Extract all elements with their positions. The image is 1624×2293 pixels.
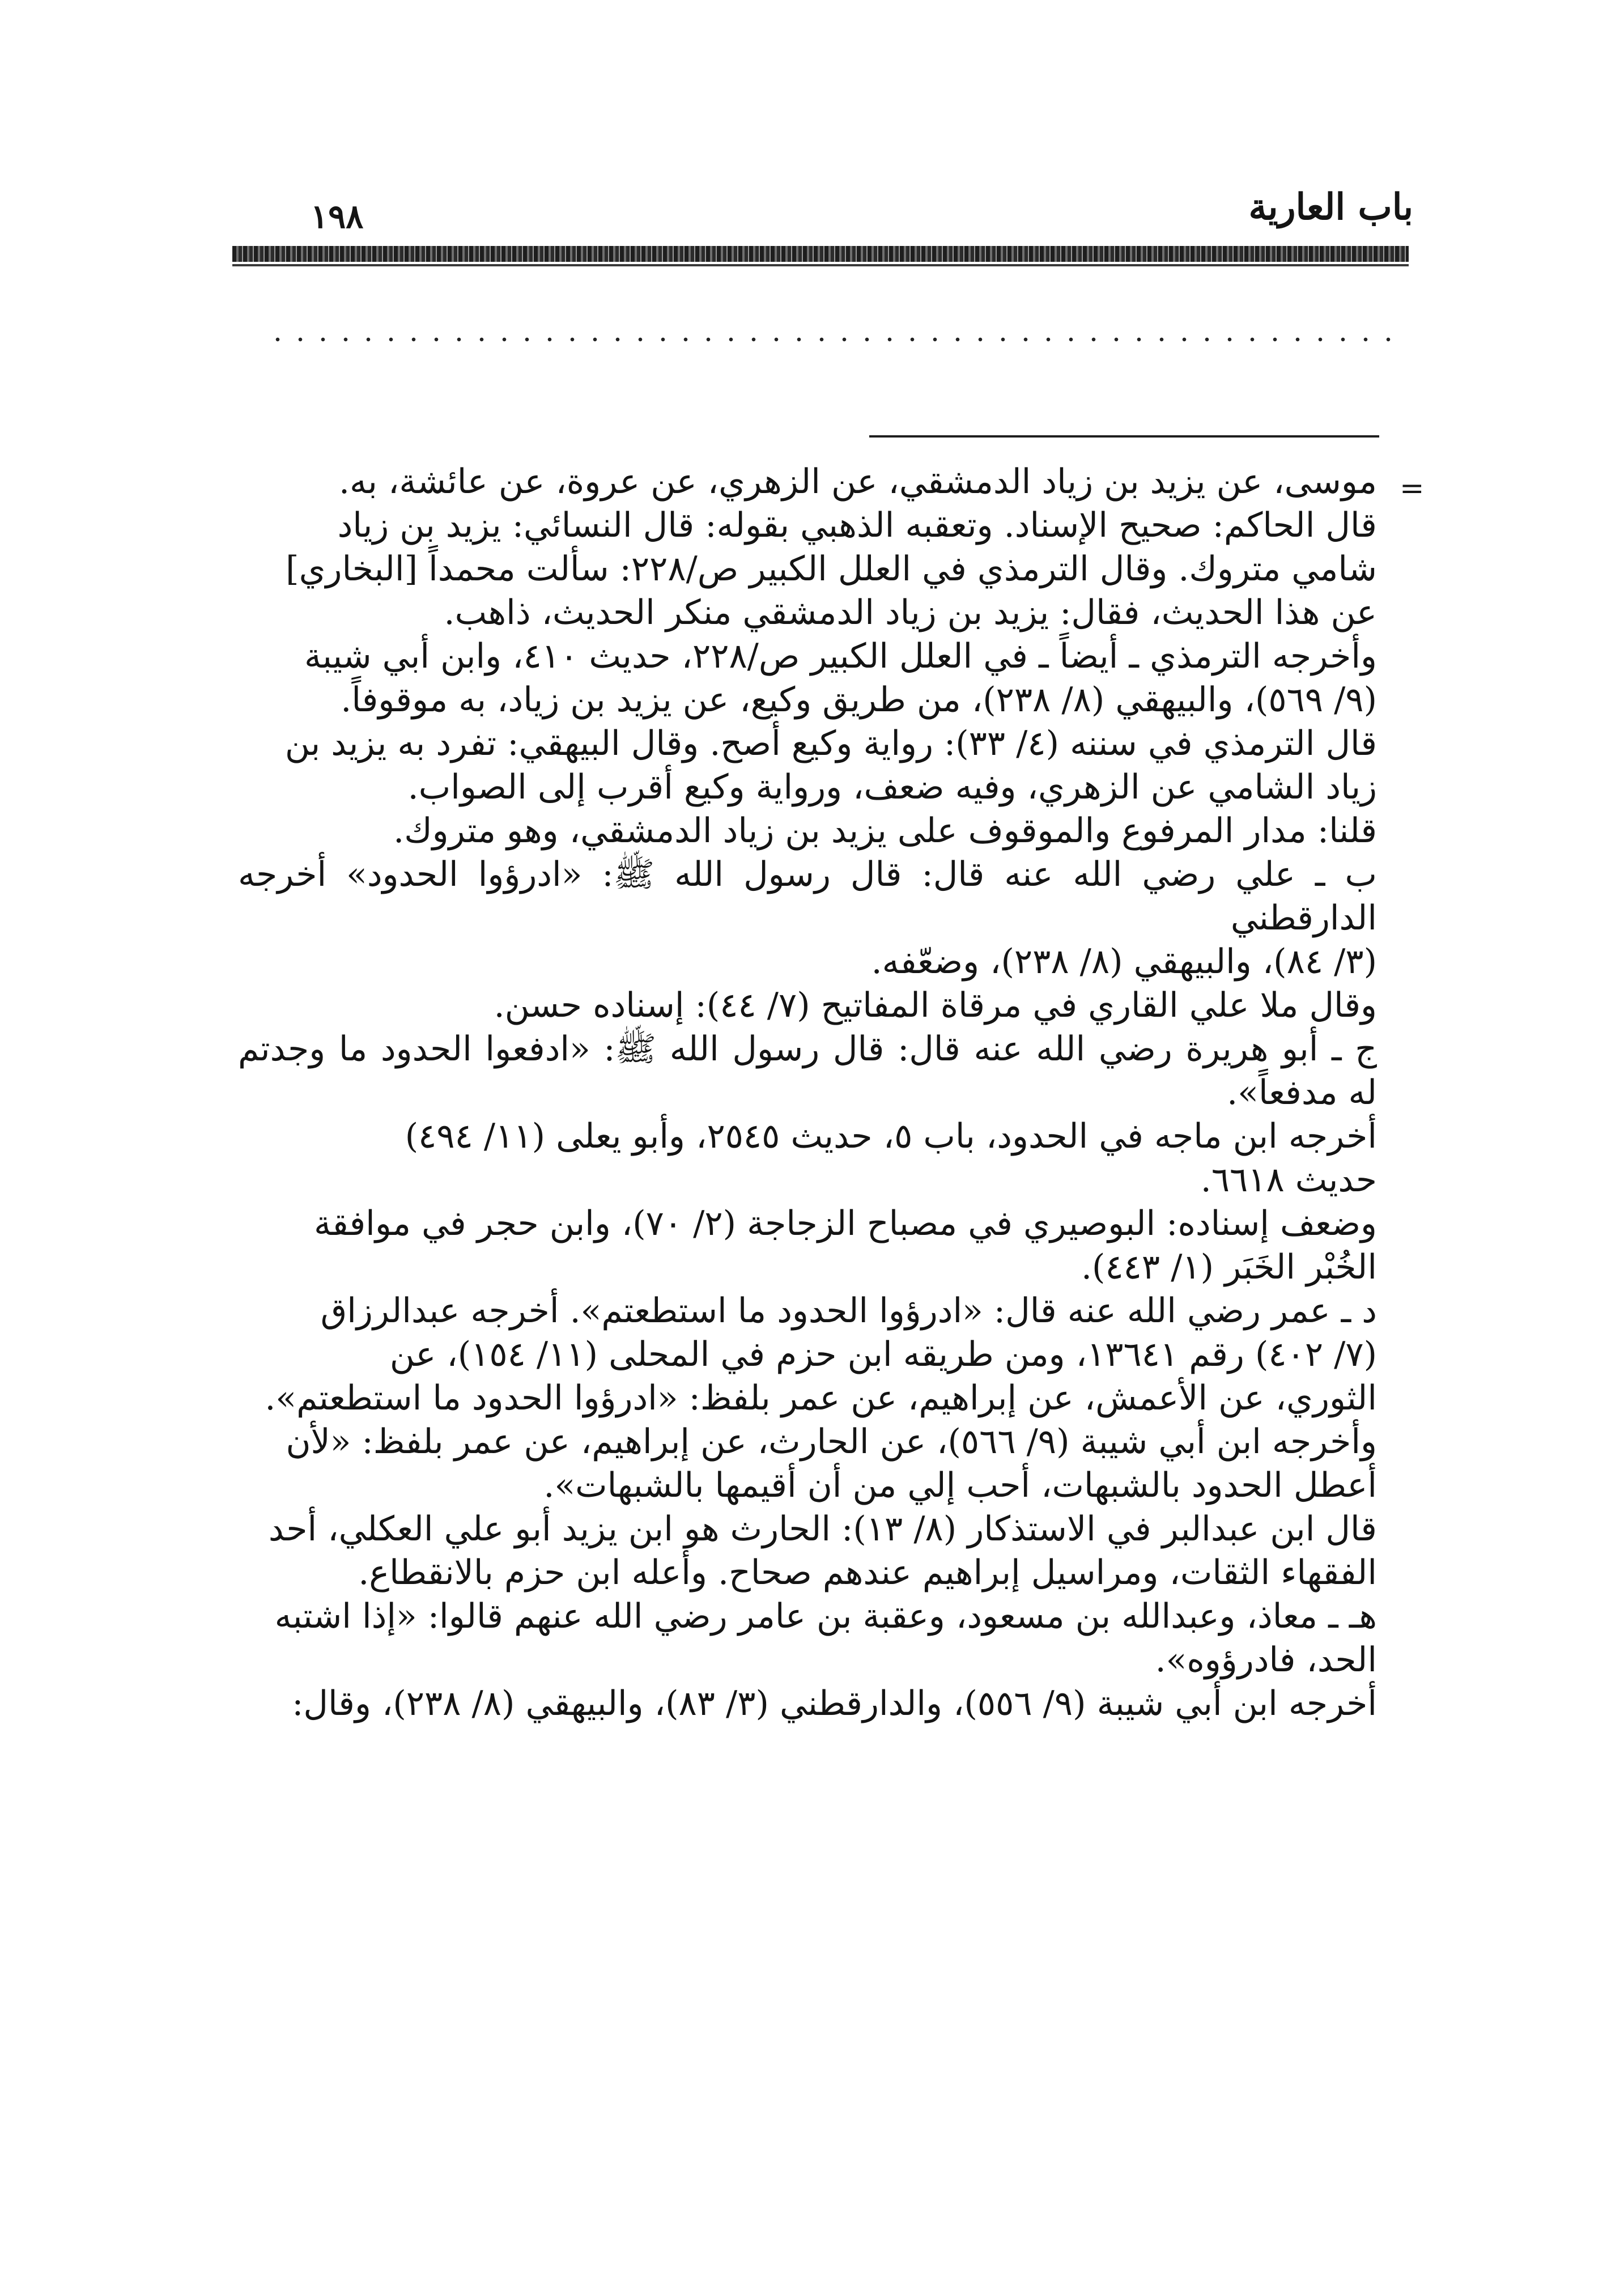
text-line: د ـ عمر رضي الله عنه قال: «ادرؤوا الحدود ما استطعتم». أخرجه عبدالرزاق <box>320 1291 1377 1331</box>
chapter-title: باب العارية <box>1248 186 1413 228</box>
text-line: زياد الشامي عن الزهري، وفيه ضعف، ورواية وكيع أقرب إلى الصواب. <box>407 767 1377 807</box>
text-line: (٧/ ٤٠٢) رقم ١٣٦٤١، ومن طريقه ابن حزم في المحلى (١١/ ١٥٤)، عن <box>389 1335 1377 1374</box>
text-line: هـ ـ معاذ، وعبدالله بن مسعود، وعقبة بن عامر رضي الله عنهم قالوا: «إذا اشتبه <box>274 1596 1377 1636</box>
header-rule <box>232 246 1409 262</box>
continuation-mark: = <box>1400 472 1425 506</box>
header-rule-thin <box>232 264 1409 266</box>
text-line: قلنا: مدار المرفوع والموقوف على يزيد بن زياد الدمشقي، وهو متروك. <box>393 811 1377 851</box>
text-line: قال الترمذي في سننه (٤/ ٣٣): رواية وكيع أصح. وقال البيهقي: تفرد به يزيد بن <box>284 724 1377 763</box>
text-line: حديث ٦٦١٨. <box>1200 1160 1377 1200</box>
text-line: شامي متروك. وقال الترمذي في العلل الكبير ص/٢٢٨: سألت محمداً [البخاري] <box>286 549 1377 589</box>
text-line: الثوري، عن الأعمش، عن إبراهيم، عن عمر بلفظ: «ادرؤوا الحدود ما استطعتم». <box>265 1378 1377 1418</box>
footnote-rule <box>869 435 1379 438</box>
text-line: عن هذا الحديث، فقال: يزيد بن زياد الدمشقي منكر الحديث، ذاهب. <box>444 593 1377 632</box>
text-line: ج ـ أبو هريرة رضي الله عنه قال: قال رسول الله ﷺ: «ادفعوا الحدود ما وجدتم له مدفعاً». <box>238 1029 1377 1112</box>
text-line: قال الحاكم: صحيح الإسناد. وتعقبه الذهبي بقوله: قال النسائي: يزيد بن زياد <box>337 506 1377 545</box>
text-line: قال ابن عبدالبر في الاستذكار (٨/ ١٣): الحارث هو ابن يزيد أبو علي العكلي، أحد <box>268 1509 1377 1549</box>
text-line: (٩/ ٥٦٩)، والبيهقي (٨/ ٢٣٨)، من طريق وكيع، عن يزيد بن زياد، به موقوفاً. <box>341 680 1377 720</box>
text-line: وأخرجه ابن أبي شيبة (٩/ ٥٦٦)، عن الحارث، عن إبراهيم، عن عمر بلفظ: «لأن <box>286 1422 1377 1462</box>
text-line: وضعف إسناده: البوصيري في مصباح الزجاجة (٢/ ٧٠)، وابن حجر في موافقة <box>313 1204 1377 1243</box>
footnote-text <box>238 460 1377 1726</box>
text-line: أخرجه ابن ماجه في الحدود، باب ٥، حديث ٢٥٤٥، وأبو يعلى (١١/ ٤٩٤) <box>405 1116 1377 1156</box>
text-line: (٣/ ٨٤)، والبيهقي (٨/ ٢٣٨)، وضعّفه. <box>871 942 1377 982</box>
text-line: وأخرجه الترمذي ـ أيضاً ـ في العلل الكبير ص/٢٢٨، حديث ٤١٠، وابن أبي شيبة <box>304 636 1377 676</box>
text-line: أعطل الحدود بالشبهات، أحب إلي من أن أقيمها بالشبهات». <box>543 1466 1377 1505</box>
text-line: ب ـ علي رضي الله عنه قال: قال رسول الله ﷺ: «ادرؤوا الحدود» أخرجه الدارقطني <box>238 855 1377 938</box>
dotted-separator <box>266 337 1400 342</box>
page-number: ١٩٨ <box>311 197 364 236</box>
text-line: موسى، عن يزيد بن زياد الدمشقي، عن الزهري، عن عروة، عن عائشة، به. <box>338 462 1377 502</box>
text-line: الخُبْر الخَبَر (١/ ٤٤٣). <box>1081 1247 1377 1287</box>
text-line: الحد، فادرؤوه». <box>1155 1640 1377 1680</box>
text-line: الفقهاء الثقات، ومراسيل إبراهيم عندهم صحاح. وأعله ابن حزم بالانقطاع. <box>358 1553 1377 1593</box>
text-line: أخرجه ابن أبي شيبة (٩/ ٥٥٦)، والدارقطني (٣/ ٨٣)، والبيهقي (٨/ ٢٣٨)، وقال: <box>292 1684 1377 1723</box>
text-line: وقال ملا علي القاري في مرقاة المفاتيح (٧/ ٤٤): إسناده حسن. <box>494 986 1377 1025</box>
